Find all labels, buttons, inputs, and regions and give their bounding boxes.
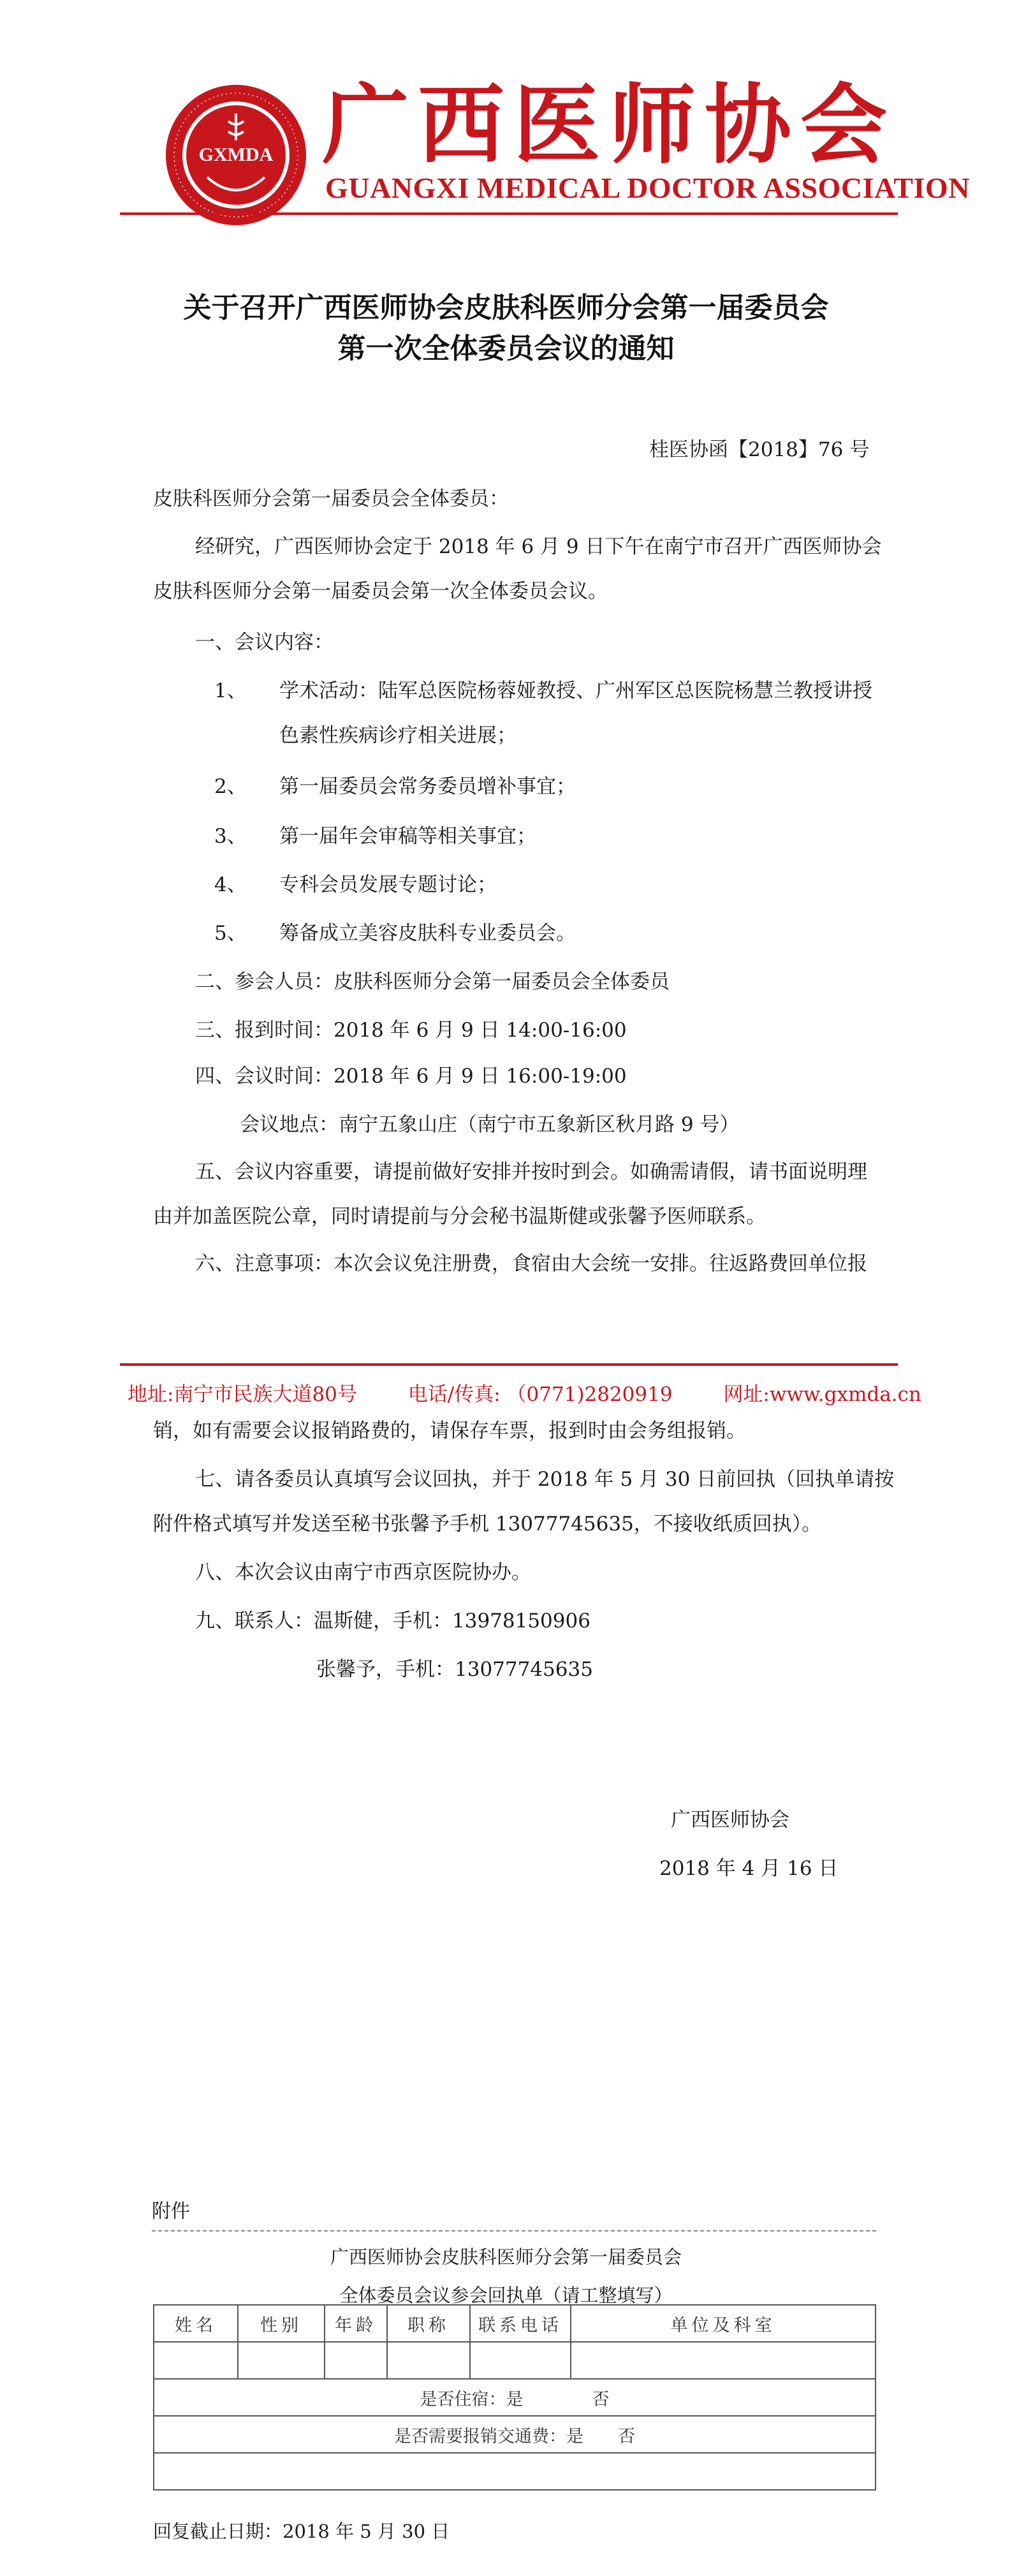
item-2-text: 第一届委员会常务委员增补事宜； bbox=[279, 775, 576, 798]
lodging-question[interactable]: 是否住宿：是 否 bbox=[154, 2379, 876, 2416]
footer-rule bbox=[120, 1363, 898, 1366]
section-6-line2: 销，如有需要会议报销路费的，请保存车票，报到时由会务组报销。 bbox=[153, 1419, 746, 1442]
section-9: 九、联系人：温斯健，手机：13978150906 bbox=[195, 1610, 590, 1632]
association-logo bbox=[163, 82, 309, 228]
header-rule bbox=[120, 212, 898, 215]
section-5-line1: 五、会议内容重要，请提前做好安排并按时到会。如确需请假，请书面说明理 bbox=[195, 1160, 867, 1183]
item-4-number: 4、 bbox=[214, 873, 247, 896]
item-1-text: 学术活动：陆军总医院杨蓉娅教授、广州军区总医院杨慧兰教授讲授 bbox=[279, 679, 872, 702]
title-cell[interactable] bbox=[387, 2342, 470, 2379]
org-name: 广西医师协会 bbox=[322, 74, 896, 176]
header-phone: 联系电话 bbox=[470, 2305, 571, 2342]
section-5-line2: 由并加盖医院公章，同时请提前与分会秘书温斯健或张馨予医师联系。 bbox=[153, 1205, 766, 1228]
footer-phone: 电话/传真: （0771)2820919 bbox=[407, 1383, 673, 1406]
notice-title-line2: 第一次全体委员会议的通知 bbox=[337, 332, 675, 365]
reply-form-table bbox=[153, 2304, 876, 2491]
attachment-title-line2: 全体委员会议参会回执单（请工整填写） bbox=[339, 2284, 673, 2306]
attachment-title-line1: 广西医师协会皮肤科医师分会第一届委员会 bbox=[330, 2246, 682, 2268]
section-1-heading: 一、会议内容： bbox=[195, 631, 334, 654]
item-5-text: 筹备成立美容皮肤科专业委员会。 bbox=[279, 922, 576, 945]
attachment-label: 附件 bbox=[152, 2200, 190, 2223]
intro-line1: 经研究，广西医师协会定于 2018 年 6 月 9 日下午在南宁市召开广西医师协会 bbox=[195, 535, 882, 558]
venue: 会议地点：南宁五象山庄（南宁市五象新区秋月路 9 号） bbox=[240, 1113, 740, 1136]
table-header-row bbox=[154, 2305, 876, 2342]
contact-2: 张馨予，手机：13077745635 bbox=[316, 1658, 593, 1681]
section-3: 三、报到时间：2018 年 6 月 9 日 14:00-16:00 bbox=[195, 1019, 627, 1042]
header-gender: 性别 bbox=[238, 2305, 325, 2342]
age-cell[interactable] bbox=[325, 2342, 387, 2379]
document-number: 桂医协函【2018】76 号 bbox=[649, 438, 870, 461]
section-7-line1: 七、请各委员认真填写会议回执，并于 2018 年 5 月 30 日前回执（回执单请按 bbox=[195, 1468, 895, 1491]
gender-cell[interactable] bbox=[238, 2342, 325, 2379]
reimburse-row bbox=[154, 2416, 876, 2453]
lodging-row bbox=[154, 2379, 876, 2416]
section-8: 八、本次会议由南宁市西京医院协办。 bbox=[195, 1561, 531, 1584]
section-6-line1: 六、注意事项：本次会议免注册费，食宿由大会统一安排。往返路费回单位报 bbox=[195, 1252, 867, 1275]
item-3-text: 第一届年会审稿等相关事宜； bbox=[279, 825, 536, 848]
footer-address: 地址:南宁市民族大道80号 bbox=[128, 1383, 357, 1406]
name-cell[interactable] bbox=[154, 2342, 238, 2379]
item-3-number: 3、 bbox=[214, 825, 247, 848]
attachment-rule bbox=[152, 2230, 876, 2232]
reply-deadline: 回复截止日期：2018 年 5 月 30 日 bbox=[153, 2520, 450, 2542]
footer-website: 网址:www.gxmda.cn bbox=[723, 1383, 921, 1406]
table-row bbox=[154, 2342, 876, 2379]
item-4-text: 专科会员发展专题讨论； bbox=[279, 873, 497, 896]
org-name-english: GUANGXI MEDICAL DOCTOR ASSOCIATION bbox=[325, 172, 970, 204]
svg-text:GXMDA: GXMDA bbox=[198, 144, 274, 165]
item-5-number: 5、 bbox=[214, 922, 247, 945]
section-4: 四、会议时间：2018 年 6 月 9 日 16:00-19:00 bbox=[195, 1065, 627, 1088]
section-7-line2: 附件格式填写并发送至秘书张馨予手机 13077745635，不接收纸质回执）。 bbox=[153, 1513, 822, 1536]
blank-cell[interactable] bbox=[154, 2453, 876, 2490]
unit-cell[interactable] bbox=[571, 2342, 876, 2379]
header-name: 姓名 bbox=[154, 2305, 238, 2342]
blank-row bbox=[154, 2453, 876, 2490]
notice-title-line1: 关于召开广西医师协会皮肤科医师分会第一届委员会 bbox=[183, 292, 829, 324]
item-2-number: 2、 bbox=[214, 775, 247, 798]
signature: 广西医师协会 bbox=[671, 1809, 789, 1832]
issue-date: 2018 年 4 月 16 日 bbox=[659, 1857, 839, 1880]
section-2: 二、参会人员：皮肤科医师分会第一届委员会全体委员 bbox=[195, 970, 670, 993]
header-age: 年龄 bbox=[325, 2305, 387, 2342]
letterhead-footer bbox=[128, 1378, 921, 1407]
reimburse-question[interactable]: 是否需要报销交通费：是 否 bbox=[154, 2416, 876, 2453]
salutation: 皮肤科医师分会第一届委员会全体委员： bbox=[153, 487, 509, 510]
phone-cell[interactable] bbox=[470, 2342, 571, 2379]
header-unit: 单位及科室 bbox=[571, 2305, 876, 2342]
header-title: 职称 bbox=[387, 2305, 470, 2342]
item-1-number: 1、 bbox=[214, 679, 247, 702]
intro-line2: 皮肤科医师分会第一届委员会第一次全体委员会议。 bbox=[153, 580, 608, 603]
item-1-text-cont: 色素性疾病诊疗相关进展； bbox=[279, 724, 517, 747]
